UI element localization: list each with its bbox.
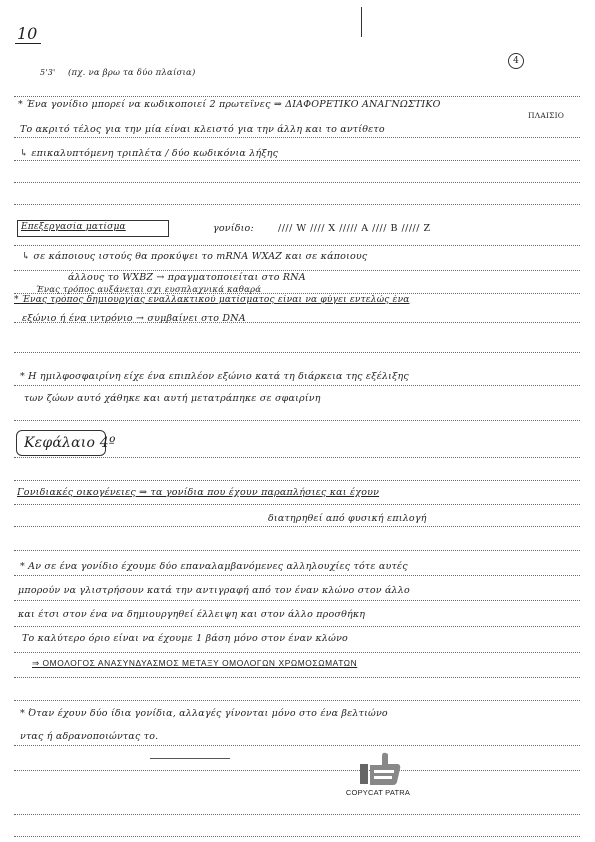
ruled-line [14,96,580,97]
note-line: * Αν σε ένα γονίδιο έχουμε δύο επαναλαμβανόμενες αλληλουχίες τότε αυτές [20,561,408,572]
note-line: (πχ. να βρω τα δύο πλαίσια) [68,68,196,78]
note-line: * Όταν έχουν δύο ίδια γονίδια, αλλαγές γίνονται μόνο στο ένα βελτιώνο [20,708,388,719]
note-line: διατηρηθεί από φυσική επιλογή [268,513,427,524]
note-prefix: 5'3' [40,68,56,77]
circled-page-mark: 4 [508,53,524,69]
heading-box-text: Επεξεργασία ματίσμα [21,222,126,232]
ruled-line [14,526,580,527]
note-line: * Η ημιλφοσφαιρίνη είχε ένα επιπλέον εξώνιο κατά τη διάρκεια της εξέλιξης [20,371,409,382]
ruled-line [14,245,580,246]
copycat-logo [338,750,418,802]
thumbs-up-icon [338,750,418,788]
ruled-line [14,182,580,183]
ruled-line [14,575,580,576]
chapter-box [16,430,116,456]
note-line: Το ακριτό τέλος για την μία είναι κλειστό για την άλλη και το αντίθετο [20,124,385,135]
ruled-line [14,504,580,505]
note-line: ↳ σε κάποιους ιστούς θα προκύψει το mRNA WXAZ και σε κάποιους [22,251,368,262]
ruled-line [14,700,580,701]
ruled-line [14,457,580,458]
gene-label: γονίδιο: [213,223,254,234]
ruled-line [14,745,580,746]
ruled-line [14,204,580,205]
ruled-line [14,270,580,271]
note-line: ΠΛΑΙΣΙΟ [528,111,565,120]
ruled-line [14,814,580,815]
note-line: ντας ή αδρανοποιώντας το. [20,731,159,742]
note-line: και έτσι στον ένα να δημιουργηθεί έλλειψη και στον άλλο προσθήκη [18,609,366,620]
ruled-line [14,600,580,601]
chapter-title: Κεφάλαιο 4º [24,435,116,451]
ruled-line [14,137,580,138]
page-number: 10 [17,24,38,43]
short-rule [150,758,230,759]
note-line: των ζώων αυτό χάθηκε και αυτή μετατράπηκε σε σφαιρίνη [24,393,321,404]
ruled-line [14,652,580,653]
note-line: ↳ επικαλυπτόμενη τριπλέτα / δύο κωδικόνια λήξης [20,148,279,159]
ruled-line [14,480,580,481]
note-line: μπορούν να γλιστρήσουν κατά την αντιγραφή από τον έναν κλώνο στον άλλο [18,585,410,596]
ruled-line [14,352,580,353]
ruled-line [14,420,580,421]
ruled-line [14,550,580,551]
note-line: Γονιδιακές οικογένειες ⇒ τα γονίδια που έχουν παραπλήσιες και έχουν [17,487,380,498]
page-number-underline [15,43,41,44]
heading-box [17,220,169,237]
ruled-line [14,677,580,678]
ruled-line [14,770,580,771]
note-line: * Ένας τρόπος δημιουργίας εναλλακτικού ματίσματος είναι να φύγει εντελώς ένα [14,295,410,305]
note-line: άλλους το WXBZ → πραγματοποιείται στο RNA [68,272,306,283]
ruled-line [14,385,580,386]
logo-text: COPYCAT PATRA [345,788,411,797]
note-line: εξώνιο ή ένα ιντρόνιο → συμβαίνει στο DNA [22,313,246,324]
top-margin-mark [361,7,362,37]
ruled-line [14,836,580,837]
note-line: * Ένα γονίδιο μπορεί να κωδικοποιεί 2 πρωτεΐνες ⇒ ΔΙΑΦΟΡΕΤΙΚΟ ΑΝΑΓΝΩΣΤΙΚΟ [18,99,441,110]
ruled-line [14,160,580,161]
note-line-crossed: Ένας τρόπος αυξάνεται σχι ευσπλαχνικά καθαρά [36,285,262,295]
ruled-line [14,626,580,627]
note-line: Το καλύτερο όριο είναι να έχουμε 1 βάση μόνο στον έναν κλώνο [22,633,348,644]
note-line-caps: ⇒ ΟΜΟΛΟΓΟΣ ΑΝΑΣΥΝΔΥΑΣΜΟΣ ΜΕΤΑΞΥ ΟΜΟΛΟΓΩΝ ΧΡΩΜΟΣΩΜΑΤΩΝ [32,658,358,668]
gene-sequence: //// W //// X ///// A //// B ///// Z [278,223,431,234]
